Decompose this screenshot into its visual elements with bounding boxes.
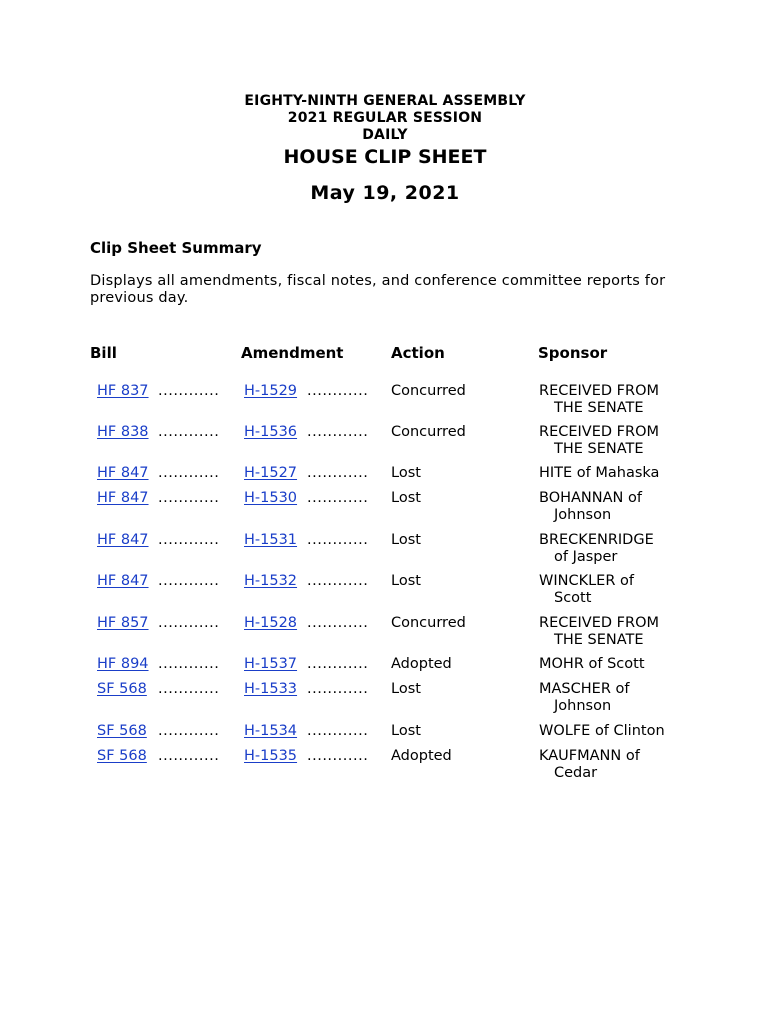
sponsor-line1: RECEIVED FROM xyxy=(539,615,659,631)
leader-dots: ............ xyxy=(158,681,220,697)
leader-dots: ............ xyxy=(307,383,369,399)
sponsor xyxy=(539,748,679,782)
sponsor xyxy=(539,656,679,673)
action-status: Lost xyxy=(391,532,421,548)
frequency-heading: DAILY xyxy=(362,127,408,143)
leader-dots: ............ xyxy=(307,681,369,697)
sponsor-line2: Johnson xyxy=(554,507,612,523)
leader-dots: ............ xyxy=(158,465,220,481)
sponsor-line2: Johnson xyxy=(554,698,612,714)
amendment-link[interactable]: H-1535 xyxy=(244,748,298,764)
bill-link[interactable]: HF 847 xyxy=(97,465,149,481)
sponsor-line1: BRECKENRIDGE xyxy=(539,532,654,548)
leader-dots: ............ xyxy=(307,465,369,481)
table-row xyxy=(0,681,770,717)
table-row xyxy=(0,748,770,784)
action-status: Concurred xyxy=(391,424,466,440)
leader-dots: ............ xyxy=(307,532,369,548)
bill-link[interactable]: SF 568 xyxy=(97,748,147,764)
table-row xyxy=(0,424,770,460)
sponsor xyxy=(539,465,679,482)
sponsor xyxy=(539,681,679,715)
column-header-bill: Bill xyxy=(90,344,117,362)
leader-dots: ............ xyxy=(158,383,220,399)
bill-link[interactable]: HF 847 xyxy=(97,573,149,589)
action-status: Concurred xyxy=(391,383,466,399)
sponsor xyxy=(539,532,679,566)
bill-link[interactable]: HF 837 xyxy=(97,383,149,399)
column-header-amendment: Amendment xyxy=(241,344,344,362)
leader-dots: ............ xyxy=(158,748,220,764)
bill-link[interactable]: HF 894 xyxy=(97,656,149,672)
bill-link[interactable]: HF 847 xyxy=(97,532,149,548)
table-row xyxy=(0,573,770,609)
sponsor xyxy=(539,573,679,607)
leader-dots: ............ xyxy=(158,723,220,739)
leader-dots: ............ xyxy=(307,615,369,631)
table-row xyxy=(0,532,770,568)
amendment-link[interactable]: H-1534 xyxy=(244,723,298,739)
leader-dots: ............ xyxy=(307,490,369,506)
sponsor xyxy=(539,383,679,417)
table-row xyxy=(0,615,770,651)
action-status: Lost xyxy=(391,723,421,739)
leader-dots: ............ xyxy=(307,748,369,764)
action-status: Adopted xyxy=(391,656,452,672)
sponsor-line2: Scott xyxy=(554,590,592,606)
leader-dots: ............ xyxy=(158,615,220,631)
leader-dots: ............ xyxy=(307,573,369,589)
sponsor-line2: of Jasper xyxy=(554,549,618,565)
amendment-link[interactable]: H-1528 xyxy=(244,615,298,631)
sponsor-line2: Cedar xyxy=(554,765,598,781)
action-status: Lost xyxy=(391,465,421,481)
sponsor-line1: HITE of Mahaska xyxy=(539,465,660,481)
leader-dots: ............ xyxy=(307,723,369,739)
bill-link[interactable]: HF 857 xyxy=(97,615,149,631)
page-date: May 19, 2021 xyxy=(310,182,460,204)
bill-link[interactable]: SF 568 xyxy=(97,681,147,697)
amendment-link[interactable]: H-1527 xyxy=(244,465,298,481)
amendment-link[interactable]: H-1533 xyxy=(244,681,298,697)
amendment-link[interactable]: H-1530 xyxy=(244,490,298,506)
leader-dots: ............ xyxy=(158,532,220,548)
leader-dots: ............ xyxy=(158,656,220,672)
amendment-link[interactable]: H-1531 xyxy=(244,532,298,548)
bill-link[interactable]: SF 568 xyxy=(97,723,147,739)
action-status: Concurred xyxy=(391,615,466,631)
amendment-link[interactable]: H-1529 xyxy=(244,383,298,399)
sponsor xyxy=(539,615,679,649)
column-header-sponsor: Sponsor xyxy=(538,344,608,362)
sponsor-line1: WINCKLER of xyxy=(539,573,634,589)
sponsor-line2: THE SENATE xyxy=(554,400,644,416)
leader-dots: ............ xyxy=(158,424,220,440)
action-status: Adopted xyxy=(391,748,452,764)
sponsor-line1: MOHR of Scott xyxy=(539,656,645,672)
action-status: Lost xyxy=(391,490,421,506)
session-heading: 2021 REGULAR SESSION xyxy=(287,110,483,126)
leader-dots: ............ xyxy=(158,573,220,589)
sponsor-line1: BOHANNAN of xyxy=(539,490,642,506)
assembly-heading: EIGHTY-NINTH GENERAL ASSEMBLY xyxy=(244,93,526,109)
sponsor xyxy=(539,424,679,458)
sponsor xyxy=(539,490,679,524)
page-title: HOUSE CLIP SHEET xyxy=(283,146,487,168)
action-status: Lost xyxy=(391,681,421,697)
leader-dots: ............ xyxy=(158,490,220,506)
leader-dots: ............ xyxy=(307,424,369,440)
sponsor-line1: KAUFMANN of xyxy=(539,748,640,764)
sponsor-line2: THE SENATE xyxy=(554,441,644,457)
amendment-link[interactable]: H-1537 xyxy=(244,656,298,672)
bill-link[interactable]: HF 838 xyxy=(97,424,149,440)
summary-title: Clip Sheet Summary xyxy=(90,239,262,257)
table-row xyxy=(0,383,770,419)
sponsor-line1: MASCHER of xyxy=(539,681,630,697)
table-row xyxy=(0,490,770,526)
action-status: Lost xyxy=(391,573,421,589)
sponsor-line1: RECEIVED FROM xyxy=(539,383,659,399)
sponsor-line1: WOLFE of Clinton xyxy=(539,723,665,739)
bill-link[interactable]: HF 847 xyxy=(97,490,149,506)
summary-description: Displays all amendments, fiscal notes, and conference committee reports for previous day. xyxy=(90,273,666,306)
amendment-link[interactable]: H-1536 xyxy=(244,424,298,440)
sponsor-line2: THE SENATE xyxy=(554,632,644,648)
leader-dots: ............ xyxy=(307,656,369,672)
amendment-link[interactable]: H-1532 xyxy=(244,573,298,589)
sponsor-line1: RECEIVED FROM xyxy=(539,424,659,440)
sponsor xyxy=(539,723,679,740)
column-header-action: Action xyxy=(391,344,445,362)
